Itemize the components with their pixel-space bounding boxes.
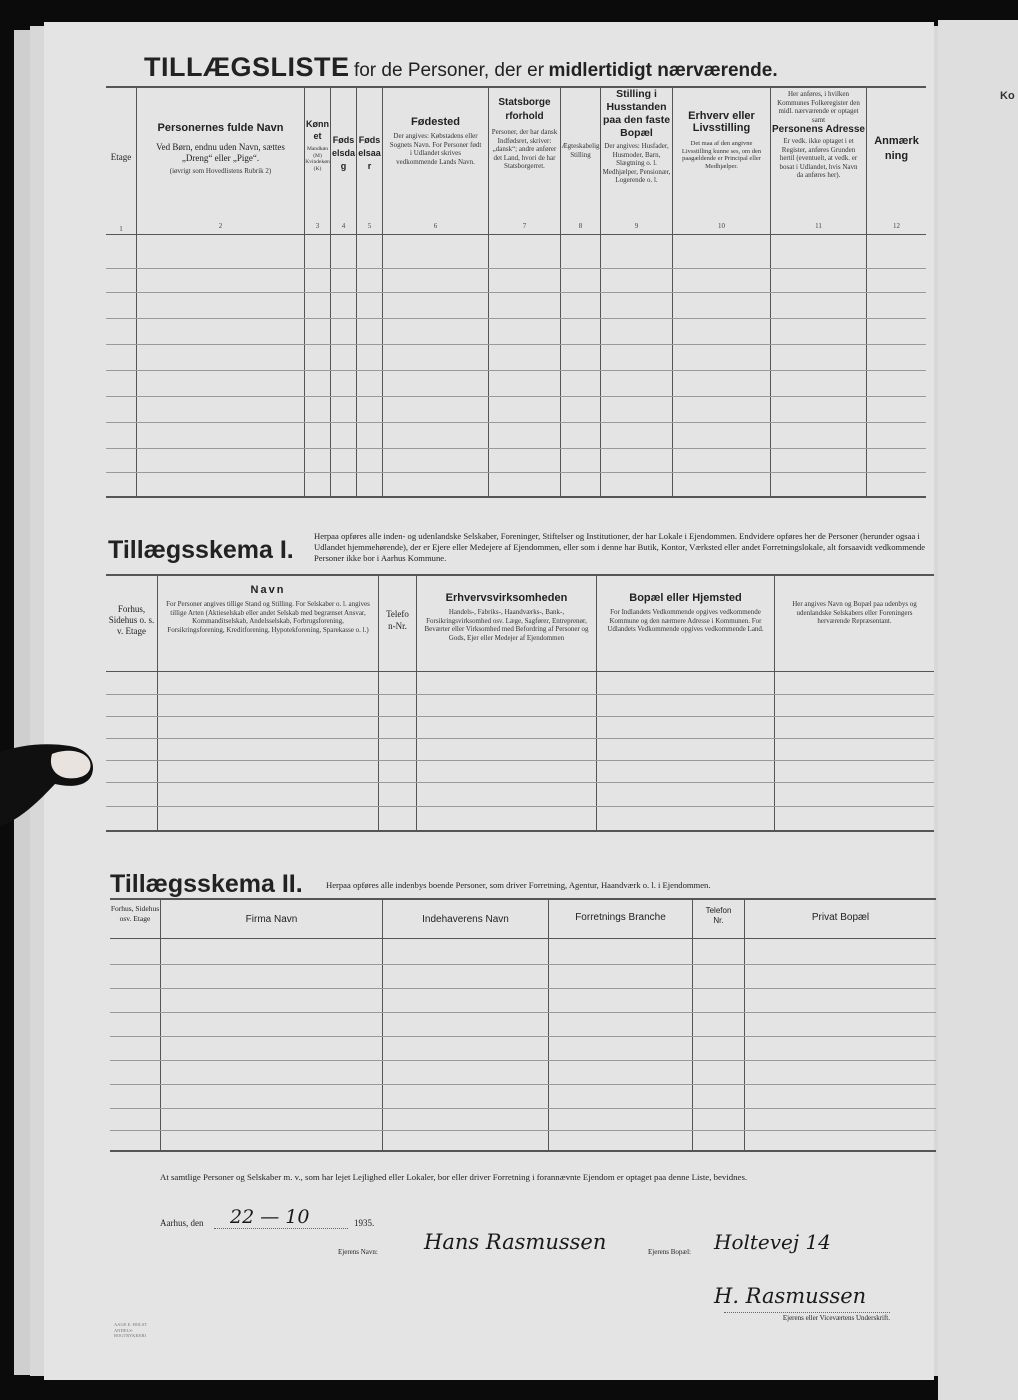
- skema2-intro: Herpaa opføres alle indenbys boende Personer, som driver Forretning, Agentur, Haandværk o. l. i Ejendommen.: [326, 880, 711, 890]
- skema1-col-erhverv: [417, 592, 596, 642]
- col-statsborger-label: Statsborgerforhold: [498, 97, 551, 122]
- skema1-col-navn-label: Navn: [250, 584, 286, 596]
- col-stilling: [601, 88, 672, 185]
- year-text: 1935.: [354, 1218, 375, 1228]
- col-anmaerkning: Anmærkning: [874, 135, 919, 162]
- skema1-col-bopael-label: Bopæl eller Hjemsted: [629, 592, 742, 604]
- col-num-11: 11: [815, 222, 822, 230]
- skema2-col-branche: Forretnings Branche: [575, 912, 666, 923]
- col-aegteskab: Ægteskabelig Stilling: [561, 142, 600, 159]
- col-navn-desc2: (iøvrigt som Hovedlistens Rubrik 2): [169, 167, 272, 175]
- page-title: [144, 52, 778, 83]
- col-statsborger-desc: Personer, der har dansk Indfødsret, skriver: „dansk“; andre anfører det Land, hvori de har Statsborgerret.: [491, 128, 558, 170]
- skema1-col-navn: [158, 584, 378, 634]
- skema2-col-privat-bopael: Privat Bopæl: [811, 912, 870, 923]
- title-bold2: midlertidigt nærværende.: [548, 60, 778, 81]
- skema1-title: Tillægsskema I.: [108, 536, 294, 564]
- skema1-col-navn-desc: For Personer angives tillige Stand og Stilling. For Selskaber o. l. angives tillige Arten (Aktieselskab eller andet Selskab med begrænset Ansvar, Kommanditselskab, Andelsselskab, Forbrugsforening, Forsikringsforening, Kreditforening, Hypotekforening, Sparekasse o. l.): [166, 600, 370, 634]
- date-line: [214, 1228, 348, 1229]
- col-erhverv-label: Erhverv eller Livsstilling: [688, 110, 755, 134]
- col-num-5: 5: [367, 222, 372, 230]
- col-adresse-desc: Her anføres, i hvilken Kommunes Folkeregister den midl. nærværende er optaget samt: [777, 90, 860, 124]
- form-page: [44, 22, 934, 1380]
- col-foedselsaar: Fødselsaar: [358, 135, 381, 171]
- skema1-col-etage: Forhus, Sidehus o. s. v. Etage: [108, 604, 155, 636]
- col-foedested-label: Fødested: [411, 116, 460, 128]
- col-adresse: [771, 90, 866, 180]
- col-num-8: 8: [578, 222, 583, 230]
- finger-image: [0, 740, 95, 830]
- col-koen: [305, 118, 330, 172]
- col-stilling-label: Stilling i Husstanden paa den faste Bopæl: [602, 88, 671, 139]
- col-foedested: [383, 116, 488, 166]
- signature-handwritten: H. Rasmussen: [714, 1284, 867, 1308]
- skema2-col-telefon: Telefon Nr.: [705, 906, 732, 925]
- col-foedested-desc: Der angives: Købstadens eller Sognets Navn. For Personer født i Udlandet skrives vedkommende Lands Navn.: [389, 132, 482, 166]
- skema1-col-bopael-desc: For Indlandets Vedkommende opgives vedkommende Kommune og den nærmere Adresse i Kommunen. For Udlandets Vedkommende opgives vedkommende Land.: [607, 608, 764, 633]
- col-statsborger: [489, 96, 560, 171]
- col-stilling-desc: Der angives: Husfader, Husmoder, Barn, Slægtning o. l. Medhjælper, Pensionær, Logerende o. l.: [602, 142, 671, 184]
- col-etage: Etage: [110, 152, 132, 162]
- skema2-col-indehaver: Indehaverens Navn: [422, 914, 509, 925]
- col-num-12: 12: [893, 222, 900, 230]
- col-num-6: 6: [433, 222, 438, 230]
- col-navn-desc: Ved Børn, endnu uden Navn, sættes „Dreng“ eller „Pige“.: [156, 142, 285, 163]
- col-num-1: 1: [119, 225, 123, 233]
- col-num-2: 2: [218, 222, 223, 230]
- skema1-col-erhverv-desc: Handels-, Fabriks-, Haandværks-, Bank-, Forsikringsvirksomhed osv. Læge, Sagfører, Entreprenør, Beværter eller Virksomhed med Befordring af Personer og Gods, Ejer eller Medejer af Ejendommen: [424, 608, 589, 642]
- col-foedselsdag: Fødselsdag: [331, 135, 355, 171]
- facing-page: [938, 20, 1018, 1400]
- skema1-col-telefon: Telefon-Nr.: [386, 609, 409, 631]
- owner-name-handwritten: Hans Rasmussen: [424, 1230, 607, 1254]
- col-num-10: 10: [718, 222, 725, 230]
- col-num-3: 3: [315, 222, 320, 230]
- col-num-7: 7: [522, 222, 527, 230]
- col-erhverv-desc: Det maa af den angivne Livsstilling kunne ses, om den paagældende er Principal eller Medhjælper.: [681, 140, 762, 170]
- col-koen-label: Kønnet: [306, 119, 329, 141]
- skema2-col-firma: Firma Navn: [245, 914, 298, 925]
- declaration-text: At samtlige Personer og Selskaber m. v., som har lejet Lejlighed eller Lokaler, bor eller driver Forretning i forannævnte Ejendom er optaget paa denne Liste, bevidnes.: [160, 1172, 748, 1182]
- facing-page-text: Ko: [1000, 90, 1015, 102]
- printer-imprint: AAGE E. HOLST ANDELS-BOGTRYKKERI: [114, 1322, 148, 1338]
- owner-name-label: Ejerens Navn:: [338, 1248, 378, 1256]
- col-erhverv: [673, 110, 770, 170]
- col-num-4: 4: [341, 222, 346, 230]
- skema1-col-repraesentant: Her angives Navn og Bopæl paa udenbys og udenlandske Selskabers eller Foreningers herværende Repræsentant.: [792, 600, 917, 625]
- skema1-col-erhverv-label: Erhvervsvirksomheden: [445, 592, 568, 604]
- city-label: Aarhus, den: [160, 1218, 204, 1228]
- owner-address-handwritten: Holtevej 14: [714, 1230, 831, 1254]
- skema2-col-etage: Forhus, Sidehus osv. Etage: [110, 904, 160, 923]
- col-navn: [137, 122, 304, 176]
- col-navn-label: Personernes fulde Navn: [157, 122, 284, 134]
- skema2-title: Tillægsskema II.: [110, 870, 303, 898]
- col-adresse-desc2: Er vedk. ikke optaget i et Register, anføres Grunden hertil (eventuelt, at vedk. er bosat i Udlandet, hvis Navn da anføres her).: [779, 137, 858, 179]
- col-koen-desc: Mandkøn (M) Kvindekøn (K): [305, 146, 330, 172]
- signature-label: Ejerens eller Viceværtens Underskrift.: [724, 1312, 890, 1322]
- date-handwritten: 22 — 10: [230, 1206, 310, 1228]
- col-num-9: 9: [634, 222, 639, 230]
- owner-address-label: Ejerens Bopæl:: [648, 1248, 691, 1256]
- title-rest: for de Personer, der er: [353, 60, 545, 81]
- title-bold: TILLÆGSLISTE: [144, 52, 350, 82]
- skema1-col-bopael: [597, 592, 774, 634]
- skema1-intro: Herpaa opføres alle inden- og udenlandske Selskaber, Foreninger, Stiftelser og Institutioner, der har Lokale i Ejendommen. Endvidere opføres her de Personer (herunder ogsaa i Udlandet hjemmehørende), der er Ejere eller Medejere af Ejendommen, eller som i denne har Butik, Kontor, Værksted eller andet Forretningslokale, alt forsaavidt vedkommende Personer ikke bor i Aarhus Kommune.: [314, 531, 926, 563]
- col-adresse-label: Personens Adresse: [771, 124, 865, 135]
